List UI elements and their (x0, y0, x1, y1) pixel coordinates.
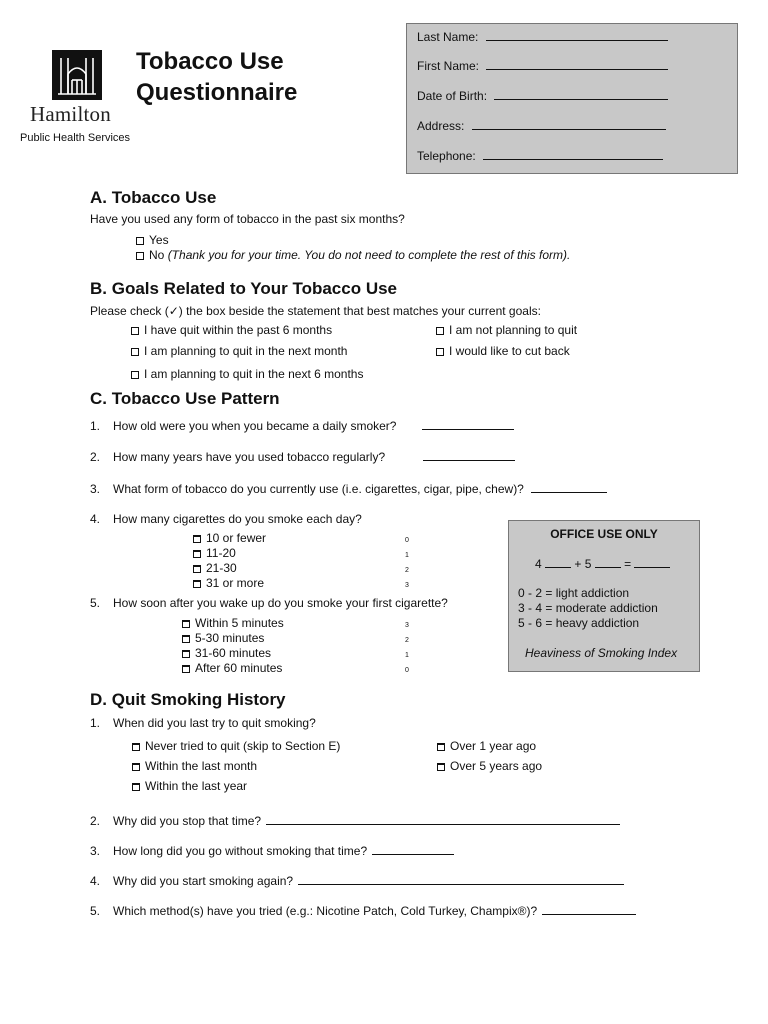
formula-blank-2[interactable] (595, 557, 621, 568)
checkbox-icon[interactable] (193, 565, 201, 573)
cigarettes-option-2[interactable]: 11-20 (193, 546, 236, 560)
first-cigarette-option-1[interactable]: Within 5 minutes (182, 616, 284, 630)
checkbox-icon[interactable] (131, 327, 139, 335)
office-use-box (508, 520, 700, 672)
question-number: 2. (90, 450, 101, 464)
question-c2: How many years have you used tobacco regularly? (113, 450, 515, 464)
checkbox-icon[interactable] (136, 252, 144, 260)
first-name-field[interactable] (486, 59, 668, 70)
patient-info-box (406, 23, 738, 174)
checkbox-icon[interactable] (131, 348, 139, 356)
dob-label: Date of Birth: (417, 89, 488, 103)
checkbox-icon[interactable] (193, 535, 201, 543)
score-value: 0 (405, 537, 409, 544)
first-cigarette-option-4[interactable]: After 60 minutes (182, 661, 282, 675)
quit-option-4[interactable]: Over 5 years ago (437, 759, 542, 773)
last-name-field[interactable] (486, 30, 668, 41)
answer-c1-field[interactable] (422, 419, 514, 430)
checkbox-icon[interactable] (182, 635, 190, 643)
telephone-field[interactable] (483, 149, 663, 160)
checkbox-icon[interactable] (193, 550, 201, 558)
score-value: 2 (405, 637, 409, 644)
checkbox-icon[interactable] (436, 327, 444, 335)
address-label: Address: (417, 119, 465, 133)
dob-field[interactable] (494, 89, 668, 100)
question-number: 4. (90, 512, 101, 526)
telephone-label: Telephone: (417, 149, 476, 163)
first-cigarette-option-3[interactable]: 31-60 minutes (182, 646, 271, 660)
question-d2: Why did you stop that time? (113, 814, 620, 828)
question-number: 4. (90, 874, 101, 888)
section-a-heading: A. Tobacco Use (90, 188, 217, 207)
quit-option-5[interactable]: Within the last year (132, 779, 247, 793)
checkbox-icon[interactable] (437, 763, 445, 771)
score-value: 2 (405, 567, 409, 574)
quit-option-3[interactable]: Within the last month (132, 759, 257, 773)
answer-d3-field[interactable] (372, 844, 454, 855)
answer-d4-field[interactable] (298, 874, 624, 885)
score-value: 3 (405, 582, 409, 589)
option-no[interactable]: No (Thank you for your time. You do not need to complete the rest of this form). (136, 248, 570, 262)
office-use-title: OFFICE USE ONLY (550, 527, 658, 541)
logo-wordmark: Hamilton (30, 102, 111, 126)
dob-row (417, 89, 668, 103)
cigarettes-option-1[interactable]: 10 or fewer (193, 531, 266, 545)
checkbox-icon[interactable] (182, 665, 190, 673)
question-number: 3. (90, 844, 101, 858)
checkbox-icon[interactable] (182, 620, 190, 628)
question-d3: How long did you go without smoking that time? (113, 844, 454, 858)
section-b-heading: B. Goals Related to Your Tobacco Use (90, 279, 398, 298)
first-cigarette-option-2[interactable]: 5-30 minutes (182, 631, 264, 645)
title-line-2: Questionnaire (136, 79, 298, 106)
office-formula: 4 + 5 = (535, 557, 670, 571)
first-name-label: First Name: (417, 59, 480, 73)
last-name-label: Last Name: (417, 30, 479, 44)
question-number: 5. (90, 904, 101, 918)
score-value: 0 (405, 667, 409, 674)
question-number: 1. (90, 419, 101, 433)
checkbox-icon[interactable] (132, 743, 140, 751)
scale-moderate: 3 - 4 = moderate addiction (518, 601, 658, 615)
goal-option-5[interactable]: I am planning to quit in the next 6 months (131, 367, 363, 381)
question-c4: How many cigarettes do you smoke each day? (113, 512, 362, 526)
checkbox-icon[interactable] (182, 650, 190, 658)
formula-total[interactable] (634, 557, 670, 568)
score-value: 1 (405, 552, 409, 559)
cigarettes-option-3[interactable]: 21-30 (193, 561, 237, 575)
question-c3: What form of tobacco do you currently use (i.e. cigarettes, cigar, pipe, chew)? (113, 482, 607, 496)
goal-option-2[interactable]: I am not planning to quit (436, 323, 577, 337)
formula-blank-1[interactable] (545, 557, 571, 568)
quit-option-1[interactable]: Never tried to quit (skip to Section E) (132, 739, 340, 753)
section-c-heading: C. Tobacco Use Pattern (90, 389, 280, 408)
question-d1: When did you last try to quit smoking? (113, 716, 316, 730)
question-number: 3. (90, 482, 101, 496)
question-number: 2. (90, 814, 101, 828)
checkbox-icon[interactable] (131, 371, 139, 379)
section-a-question: Have you used any form of tobacco in the past six months? (90, 212, 405, 226)
office-use-footer: Heaviness of Smoking Index (525, 646, 678, 660)
no-note: (Thank you for your time. You do not need to complete the rest of this form). (167, 248, 571, 262)
checkbox-icon[interactable] (132, 763, 140, 771)
question-number: 5. (90, 596, 101, 610)
question-d5: Which method(s) have you tried (e.g.: Nicotine Patch, Cold Turkey, Champix®)? (113, 904, 636, 918)
section-d-heading: D. Quit Smoking History (90, 690, 286, 709)
page-title (136, 46, 297, 108)
hamilton-logo-icon (52, 50, 102, 100)
address-field[interactable] (472, 119, 666, 130)
scale-heavy: 5 - 6 = heavy addiction (518, 616, 640, 630)
logo-subtitle: Public Health Services (20, 132, 131, 144)
checkbox-icon[interactable] (132, 783, 140, 791)
question-c5: How soon after you wake up do you smoke your first cigarette? (113, 596, 448, 610)
goal-option-1[interactable]: I have quit within the past 6 months (131, 323, 332, 337)
first-name-row (417, 59, 668, 73)
scale-light: 0 - 2 = light addiction (518, 586, 630, 600)
quit-option-2[interactable]: Over 1 year ago (437, 739, 536, 753)
last-name-row (417, 30, 668, 44)
checkbox-icon[interactable] (136, 237, 144, 245)
question-c1: How old were you when you became a daily smoker? (113, 419, 514, 433)
section-b-instruction: Please check (✓) the box beside the statement that best matches your current goals: (90, 304, 541, 318)
telephone-row (417, 149, 663, 163)
title-line-1: Tobacco Use (136, 48, 284, 75)
score-value: 1 (405, 652, 409, 659)
address-row (417, 119, 666, 133)
answer-c3-field[interactable] (531, 482, 607, 493)
answer-c2-field[interactable] (423, 450, 515, 461)
checkbox-icon[interactable] (193, 580, 201, 588)
goal-option-3[interactable]: I am planning to quit in the next month (131, 344, 347, 358)
checkbox-icon[interactable] (436, 348, 444, 356)
question-d4: Why did you start smoking again? (113, 874, 624, 888)
cigarettes-option-4[interactable]: 31 or more (193, 576, 264, 590)
goal-option-4[interactable]: I would like to cut back (436, 344, 570, 358)
answer-d2-field[interactable] (266, 814, 620, 825)
score-value: 3 (405, 622, 409, 629)
option-yes[interactable]: Yes (136, 233, 169, 247)
question-number: 1. (90, 716, 101, 730)
answer-d5-field[interactable] (542, 904, 636, 915)
checkbox-icon[interactable] (437, 743, 445, 751)
